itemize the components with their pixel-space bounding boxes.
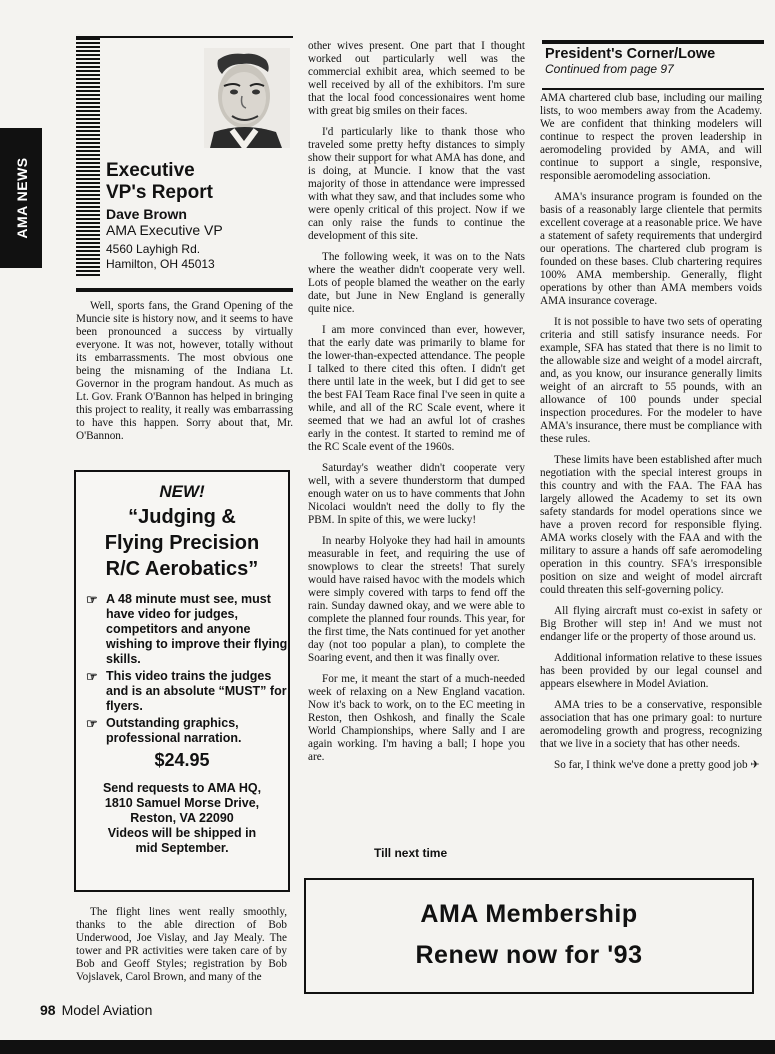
paragraph: In nearby Holyoke they had hail in amounts measurable in feet, and requiring the use of snowplows to clear the streets! That surely would have raised havoc with the models which were simply covered with tarps to fend off the rain. Sunday dawned okay, and we were able to complete the planned four rounds. This year, for the first time, the Nats continued for yet another day (not too popular a plan), to complete the Soaring event, and then it was finally over. bbox=[308, 535, 525, 664]
address-line1: 4560 Layhigh Rd. bbox=[106, 242, 201, 256]
pointing-hand-icon: ☞ bbox=[86, 716, 98, 731]
column-3-text bbox=[540, 92, 762, 780]
author-role: AMA Executive VP bbox=[106, 222, 223, 238]
decorative-bars bbox=[76, 38, 100, 276]
paragraph: All flying aircraft must co-exist in safety or Big Brother will step in! And we must not endanger life or the property of those around us. bbox=[540, 605, 762, 643]
column-title-line1: Executive bbox=[106, 160, 195, 181]
paragraph: AMA chartered club base, including our mailing lists, to woo members away from the Academy. We are confident that thinking modelers will continue to respect the proven leadership in aeromodeling provided by AMA, and will continue to support a single, responsive, responsible aeromodeling association. bbox=[540, 92, 762, 182]
membership-line2: Renew now for '93 bbox=[415, 941, 643, 969]
paragraph: Additional information relative to these issues has been provided by our legal counsel and appears elsewhere in Model Aviation. bbox=[540, 652, 762, 690]
portrait-image bbox=[204, 48, 290, 148]
membership-banner bbox=[304, 878, 754, 994]
ad-send-line5: mid September. bbox=[135, 841, 229, 855]
page-number: 98 bbox=[40, 1002, 56, 1018]
ad-bullet-list bbox=[76, 592, 288, 746]
ad-bullet: ☞ This video trains the judges and is an absolute “MUST” for flyers. bbox=[86, 669, 287, 713]
ad-headline-line3: R/C Aerobatics” bbox=[105, 558, 259, 580]
address-line2: Hamilton, OH 45013 bbox=[106, 257, 215, 271]
paragraph: Saturday's weather didn't cooperate very well, with a severe thunderstorm that dumped enough water on us to have comments that John Nicolaci wouldn't need the dolly to fly the PBM. In spite of this, we were lucky! bbox=[308, 462, 525, 526]
paragraph: AMA's insurance program is founded on the basis of a reasonably large clientele that permits excellent coverage at a reasonable price. We have a statement of safety requirements that undergird our operations. The chartered club program is founded on these bases. Club chartering requires 100% AMA membership. Generally, flight operations by other than AMA members voids AMA insurance coverage. bbox=[540, 191, 762, 307]
video-ad-box bbox=[74, 470, 290, 892]
ad-headline-line1: “Judging & bbox=[128, 506, 236, 528]
ad-bullet: ☞ Outstanding graphics, professional narration. bbox=[86, 716, 242, 745]
section-tab-label: AMA NEWS bbox=[14, 157, 30, 239]
paragraph: I'd particularly like to thank those who traveled some pretty hefty distances to simply show their support for what AMA has done, and is doing, at Muncie. I know that the vast majority of those in attendance were impressed with what they saw, and that includes some who were openly critical of this project. Now if we can only raise the funds to continue the development of this site. bbox=[308, 126, 525, 242]
ad-send-line3: Reston, VA 22090 bbox=[130, 811, 234, 825]
paragraph: other wives present. One part that I thought worked out particularly well was the commercial exhibit area, which seemed to be well received by all of the exhibitors. I'm sure that the local food concessionaires went home with great big smiles on their faces. bbox=[308, 40, 525, 117]
column-1-text bbox=[76, 300, 293, 451]
paragraph: So far, I think we've done a pretty good job ✈ bbox=[554, 759, 760, 771]
paragraph: The following week, it was on to the Nats where the weather didn't cooperate very well. Lots of people blamed the weather on the early date, but June in New England is generally quite nice. bbox=[308, 251, 525, 315]
column-title-line2: VP's Report bbox=[106, 182, 213, 203]
paragraph: These limits have been established after much negotiation with the special interest groups in this country and with the FAA. The FAA has largely allowed the Academy to set its own safety standards for model operations since we have a proven record for responsible flying. AMA works closely with the FAA and with the military to assure a hands off safe aeromodeling operation in this country. SFA's irresponsible position on size and weight of model aircraft could threaten this self-governing policy. bbox=[540, 454, 762, 596]
column-1-bottom-text bbox=[76, 906, 287, 992]
paragraph: AMA tries to be a conservative, responsible association that has one primary goal: to nurture aeromodeling growth and progress, recognizing that we live in a society that has other needs. bbox=[540, 699, 762, 750]
column-header bbox=[76, 36, 293, 292]
paragraph: For me, it meant the start of a much-needed week of relaxing on a New England vacation. Now it's back to work, on to the EC meeting in Reston, then Oshkosh, and finally the Scale World Championships, where Sally and I are again working. I'm having a ball; I hope you are. bbox=[308, 673, 525, 763]
continued-from-label: Continued from page 97 bbox=[545, 62, 674, 76]
ad-new-label: NEW! bbox=[159, 482, 205, 501]
membership-line1: AMA Membership bbox=[420, 900, 638, 928]
section-tab bbox=[0, 128, 42, 268]
pointing-hand-icon: ☞ bbox=[86, 669, 98, 684]
ad-bullet: ☞ A 48 minute must see, must have video for judges, competitors and anyone wishing to improve their flying skills. bbox=[86, 592, 288, 666]
ad-send-line2: 1810 Samuel Morse Drive, bbox=[104, 796, 260, 810]
author-name: Dave Brown bbox=[106, 206, 187, 222]
presidents-corner-header bbox=[542, 40, 764, 90]
ad-send-line4: Videos will be shipped in bbox=[107, 826, 257, 840]
author-photo bbox=[204, 48, 290, 148]
ad-headline-line2: Flying Precision bbox=[104, 532, 260, 554]
paragraph: The flight lines went really smoothly, thanks to the able direction of Bob Underwood, Joe Vislay, and Jay Mealy. The tower and PR activities were taken care of by Bob and Geoff Styles; registration by Bob Vojslavek, Carol Brown, and many of the bbox=[76, 906, 287, 983]
ad-send-line1: Send requests to AMA HQ, bbox=[102, 781, 262, 795]
page-edge bbox=[0, 1040, 775, 1054]
page-footer bbox=[40, 1002, 152, 1018]
sign-off: Till next time bbox=[374, 846, 448, 860]
column-2-text bbox=[308, 40, 525, 772]
paragraph: Well, sports fans, the Grand Opening of the Muncie site is history now, and it seems to have been pronounced a success by virtually everyone. It was not, however, totally without its embarrassments. The most obvious one being the misnaming of the Indiana Lt. Governor in the program handout. As much as Lt. Gov. Frank O'Bannon has helped in bringing this project to reality, it really was embarrassing to have this happen. Sorry about that, Mr. O'Bannon. bbox=[76, 300, 293, 442]
magazine-name: Model Aviation bbox=[61, 1002, 153, 1018]
paragraph: It is not possible to have two sets of operating criteria and still satisfy insurance needs. For example, SFA has stated that there is no limit to the allowable size and weight of a model aircraft, and, as you know, our insurance generally limits weight of an aircraft to 55 pounds, with an allowance of 100 pounds under special inspection procedures. For the modeler to have AMA's insurance, there must be compliance with these rules. bbox=[540, 316, 762, 445]
pointing-hand-icon: ☞ bbox=[86, 592, 98, 607]
presidents-corner-title: President's Corner/Lowe bbox=[545, 46, 716, 62]
ad-price: $24.95 bbox=[154, 750, 210, 770]
paragraph: I am more convinced than ever, however, that the early date was primarily to blame for the lower-than-expected attendance. The people I talked to there cited this often. I didn't get there until late in the week, but I did get to see the best FAI Team Race final I've seen in quite a while, and all of the RC Scale event, where it seemed that we had an awful lot of crashes early in the contest. It started to remind me of the RC Scale event of the 1960s. bbox=[308, 324, 525, 453]
